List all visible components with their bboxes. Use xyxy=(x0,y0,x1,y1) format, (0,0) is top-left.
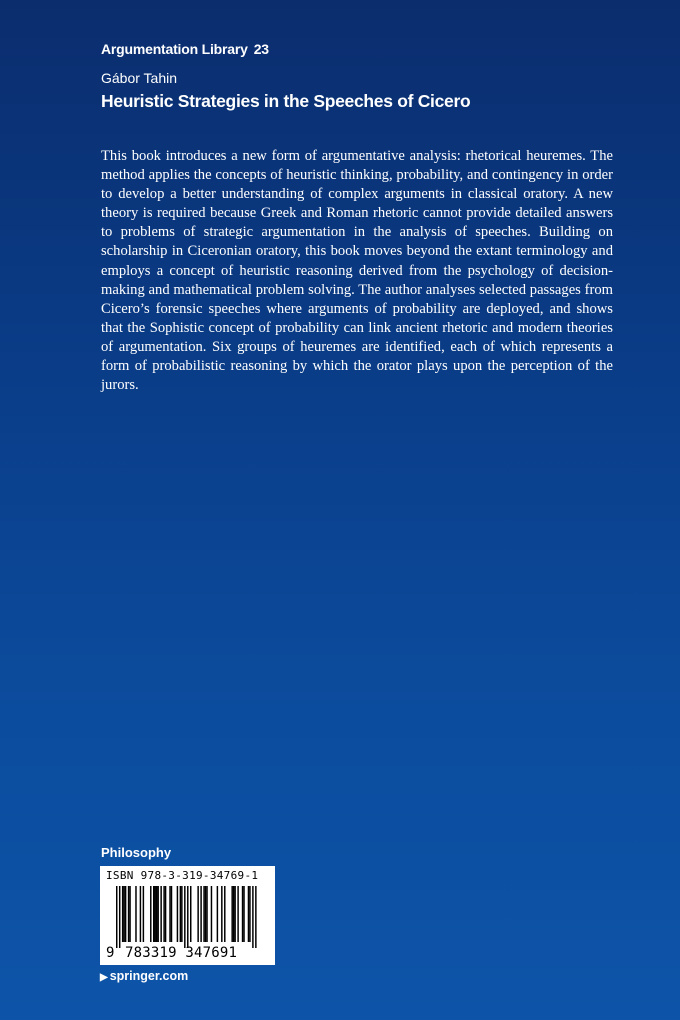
barcode-bar xyxy=(217,886,218,942)
barcode-bar xyxy=(165,886,166,942)
ean-first-digit: 9 xyxy=(106,945,115,961)
barcode-bar xyxy=(249,886,250,942)
barcode-bar xyxy=(157,886,158,942)
barcode-bar xyxy=(243,886,244,942)
barcode-bar xyxy=(128,886,129,942)
series-number: 23 xyxy=(253,41,269,57)
barcode-bar xyxy=(221,886,222,942)
barcode-bar xyxy=(211,886,212,942)
barcode-bar xyxy=(248,886,249,942)
book-description: This book introduces a new form of argumentative analysis: rhetorical heuremes. The method applies the concepts of heuristic thinking, probability, and contingency in order to develop a better understanding of complex arguments in classical oratory. A new theory is required because Greek and Roman rhetoric cannot provide detailed answers to problems of strategic argumentation in the analysis of speeches. Building on scholarship in Ciceronian oratory, this book moves beyond the extant terminology and employs a concept of heuristic reasoning derived from the psychology of decision-making and mathematical problem solving. The author analyses selected passages from Cicero’s forensic speeches where arguments of probability are deployed, and shows that the Sophistic concept of probability can link ancient rhetoric and modern theories of argumentation. Six groups of heuremes are identified, each of which represents a form of probabilistic reasoning by which the orator plays upon the perception of the jurors. xyxy=(101,148,613,394)
barcode-bar xyxy=(234,886,235,942)
barcode-bar xyxy=(233,886,234,942)
barcode-bar xyxy=(163,886,164,942)
isbn-label: ISBN 978-3-319-34769-1 xyxy=(106,869,259,882)
barcode-bar xyxy=(197,886,198,942)
publisher-link-text: springer.com xyxy=(109,969,189,983)
barcode-bar xyxy=(242,886,243,942)
barcode-bar xyxy=(160,886,161,942)
barcode-bar xyxy=(203,886,204,942)
barcode-bar xyxy=(237,886,238,942)
barcode-bar xyxy=(180,886,181,942)
book-title: Heuristic Strategies in the Speeches of Cicero xyxy=(101,91,471,111)
barcode-bar xyxy=(187,886,188,948)
barcode-bar xyxy=(190,886,191,942)
publisher-link[interactable] xyxy=(100,969,188,983)
barcode-bar xyxy=(122,886,123,942)
barcode-bar xyxy=(231,886,232,942)
subject-category: Philosophy xyxy=(101,845,172,860)
triangle-right-icon: ▶ xyxy=(100,972,108,983)
barcode-bar xyxy=(153,886,154,942)
barcode-bar xyxy=(116,886,117,948)
barcode-bar xyxy=(169,886,170,942)
barcode-bar xyxy=(184,886,185,948)
barcode-bar xyxy=(181,886,182,942)
barcode-bar xyxy=(125,886,126,942)
isbn-barcode xyxy=(100,866,275,965)
author-name: Gábor Tahin xyxy=(101,70,178,86)
barcode-bar xyxy=(156,886,157,942)
barcode-bar xyxy=(177,886,178,942)
barcode-bar xyxy=(252,886,253,948)
barcode-bar xyxy=(255,886,256,948)
barcode-bar xyxy=(140,886,141,942)
barcode-bar xyxy=(200,886,201,942)
barcode-bar xyxy=(224,886,225,942)
barcode-bar xyxy=(119,886,120,948)
barcode-bars xyxy=(116,886,258,948)
barcode-bar xyxy=(150,886,151,942)
barcode-bar xyxy=(129,886,130,942)
series-line xyxy=(101,41,269,57)
barcode-bar xyxy=(171,886,172,942)
barcode-bar xyxy=(205,886,206,942)
barcode-bar xyxy=(206,886,207,942)
ean-digits: 783319 347691 xyxy=(125,945,238,961)
series-name: Argumentation Library xyxy=(101,41,248,57)
barcode-bar xyxy=(135,886,136,942)
barcode-bar xyxy=(154,886,155,942)
barcode-bar xyxy=(143,886,144,942)
barcode-bar xyxy=(123,886,124,942)
